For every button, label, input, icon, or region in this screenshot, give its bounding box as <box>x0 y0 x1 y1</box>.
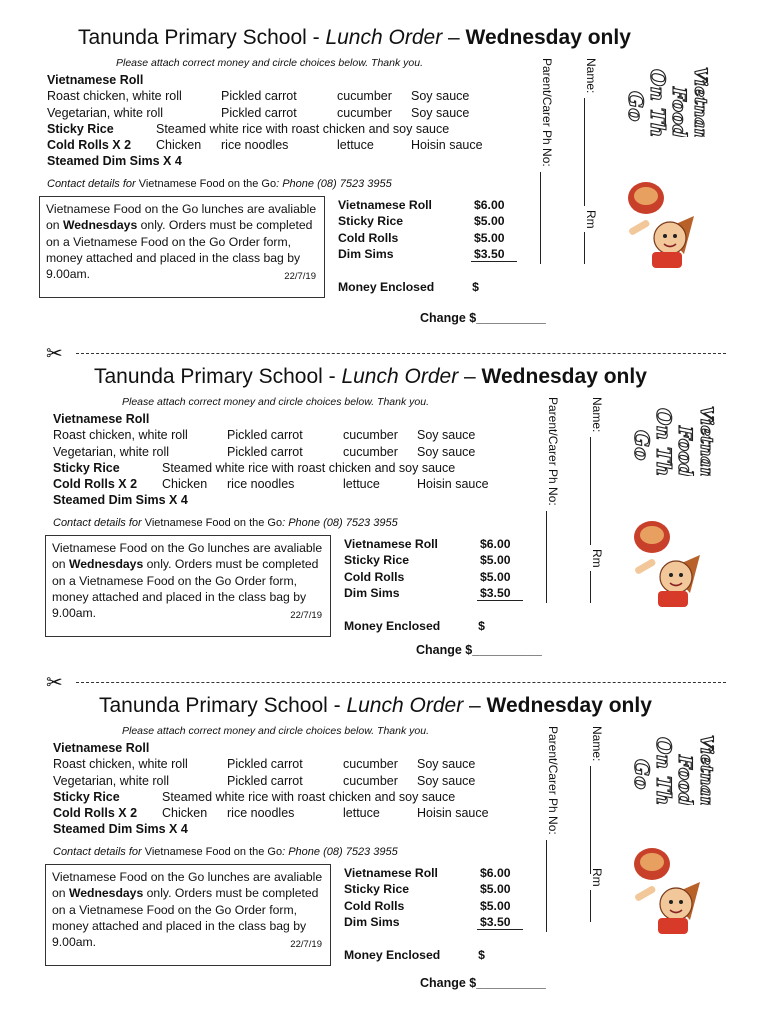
menu-option-roast-chicken[interactable]: Roast chicken, white roll Pickled carrot cucumber Soy sauce <box>53 757 476 772</box>
room-label: Rm <box>590 868 604 887</box>
change-field[interactable]: Change $__________ <box>416 643 542 657</box>
menu-option-dim-sims[interactable]: Steamed Dim Sims X 4 <box>53 493 188 508</box>
price-list: Vietnamese Roll $6.00 Sticky Rice $5.00 Cold Rolls $5.00 Dim Sims $3.50 <box>338 197 528 262</box>
menu-option-sticky-rice[interactable]: Sticky Rice Steamed white rice with roast chicken and soy sauce <box>47 121 450 136</box>
price-list: Vietnamese Roll $6.00 Sticky Rice $5.00 Cold Rolls $5.00 Dim Sims $3.50 <box>344 865 534 930</box>
menu-heading: Vietnamese Roll <box>47 73 144 87</box>
scissors-icon: ✂ <box>46 672 63 694</box>
parent-phone-label: Parent/Carer Ph No: <box>546 726 560 835</box>
menu-option-roast-chicken[interactable]: Roast chicken, white roll Pickled carrot cucumber Soy sauce <box>47 89 470 104</box>
room-field[interactable] <box>590 890 591 922</box>
price-list: Vietnamese Roll $6.00 Sticky Rice $5.00 Cold Rolls $5.00 Dim Sims $3.50 <box>344 536 534 601</box>
menu-list <box>47 72 517 170</box>
svg-text:Vietnamese: Vietnamese <box>696 735 716 805</box>
room-field[interactable] <box>584 232 585 264</box>
name-label: Name: <box>590 726 604 762</box>
menu-option-cold-rolls[interactable]: Cold Rolls X 2 Chicken rice noodles lettuce Hoisin sauce <box>53 806 489 821</box>
parent-phone-field[interactable] <box>546 511 547 603</box>
menu-option-vegetarian[interactable]: Vegetarian, white roll Pickled carrot cucumber Soy sauce <box>53 444 476 459</box>
form-title: Tanunda Primary School - Lunch Order – Wednesday only <box>94 365 647 388</box>
parent-phone-field[interactable] <box>546 840 547 932</box>
svg-text:Go: Go <box>631 759 654 790</box>
parent-phone-label: Parent/Carer Ph No: <box>546 397 560 506</box>
menu-list <box>53 411 523 509</box>
mascot-image <box>624 172 698 270</box>
menu-option-vegetarian[interactable]: Vegetarian, white roll Pickled carrot cucumber Soy sauce <box>47 105 470 120</box>
room-label: Rm <box>584 210 598 229</box>
menu-option-cold-rolls[interactable]: Cold Rolls X 2 Chicken rice noodles lettuce Hoisin sauce <box>47 138 483 153</box>
svg-text:Food: Food <box>674 426 696 476</box>
instructions: Please attach correct money and circle choices below. Thank you. <box>122 725 429 737</box>
date-label: 22/7/19 <box>284 270 316 282</box>
menu-option-sticky-rice[interactable]: Sticky Rice Steamed white rice with roast chicken and soy sauce <box>53 460 456 475</box>
money-enclosed[interactable]: Money Enclosed $ <box>344 619 485 633</box>
svg-text:On The: On The <box>652 737 676 805</box>
change-field[interactable]: Change $__________ <box>420 976 546 990</box>
info-box: Vietnamese Food on the Go lunches are avaliable on Wednesdays only. Orders must be completed on a Vietnamese Food on the Go Order form, money attached and placed in the class bag by 9.00am. 22/7/19 <box>39 196 325 298</box>
name-field[interactable] <box>590 437 591 545</box>
parent-phone-label: Parent/Carer Ph No: <box>540 58 554 167</box>
lunch-order-form-2 <box>0 339 770 674</box>
info-box: Vietnamese Food on the Go lunches are avaliable on Wednesdays only. Orders must be completed on a Vietnamese Food on the Go Order form, money attached and placed in the class bag by 9.00am. 22/7/19 <box>45 535 331 637</box>
date-label: 22/7/19 <box>290 938 322 950</box>
menu-option-sticky-rice[interactable]: Sticky Rice Steamed white rice with roast chicken and soy sauce <box>53 789 456 804</box>
date-label: 22/7/19 <box>290 609 322 621</box>
menu-option-dim-sims[interactable]: Steamed Dim Sims X 4 <box>47 154 182 169</box>
form-title: Tanunda Primary School - Lunch Order – Wednesday only <box>99 694 652 717</box>
menu-list <box>53 740 523 838</box>
vietnamese-food-logo <box>631 733 721 805</box>
contact-details: Contact details for Vietnamese Food on the Go: Phone (08) 7523 3955 <box>53 517 398 529</box>
room-label: Rm <box>590 549 604 568</box>
svg-text:Go: Go <box>625 91 648 122</box>
name-field[interactable] <box>590 766 591 874</box>
svg-text:On The: On The <box>652 408 676 476</box>
menu-option-dim-sims[interactable]: Steamed Dim Sims X 4 <box>53 822 188 837</box>
lunch-order-form-1 <box>0 0 770 335</box>
instructions: Please attach correct money and circle choices below. Thank you. <box>116 57 423 69</box>
money-enclosed[interactable]: Money Enclosed $ <box>344 948 485 962</box>
parent-phone-field[interactable] <box>540 172 541 264</box>
svg-text:On The: On The <box>646 69 670 137</box>
svg-text:Food: Food <box>674 755 696 805</box>
lunch-order-form-3 <box>0 668 770 1003</box>
mascot-image <box>630 838 704 936</box>
menu-option-vegetarian[interactable]: Vegetarian, white roll Pickled carrot cucumber Soy sauce <box>53 773 476 788</box>
change-field[interactable]: Change $__________ <box>420 311 546 325</box>
name-label: Name: <box>584 58 598 94</box>
form-title: Tanunda Primary School - Lunch Order – Wednesday only <box>78 26 631 49</box>
svg-text:Go: Go <box>631 430 654 461</box>
vietnamese-food-logo <box>625 65 715 137</box>
instructions: Please attach correct money and circle choices below. Thank you. <box>122 396 429 408</box>
scissors-icon: ✂ <box>46 343 63 365</box>
menu-heading: Vietnamese Roll <box>53 741 150 755</box>
room-field[interactable] <box>590 571 591 603</box>
contact-details: Contact details for Vietnamese Food on the Go: Phone (08) 7523 3955 <box>53 846 398 858</box>
svg-text:Vietnamese: Vietnamese <box>690 67 710 137</box>
name-label: Name: <box>590 397 604 433</box>
money-enclosed[interactable]: Money Enclosed $ <box>338 280 479 294</box>
mascot-image <box>630 511 704 609</box>
svg-text:Food: Food <box>668 87 690 137</box>
svg-text:Vietnamese: Vietnamese <box>696 406 716 476</box>
menu-heading: Vietnamese Roll <box>53 412 150 426</box>
menu-option-cold-rolls[interactable]: Cold Rolls X 2 Chicken rice noodles lettuce Hoisin sauce <box>53 477 489 492</box>
contact-details: Contact details for Vietnamese Food on the Go: Phone (08) 7523 3955 <box>47 178 392 190</box>
menu-option-roast-chicken[interactable]: Roast chicken, white roll Pickled carrot cucumber Soy sauce <box>53 428 476 443</box>
info-box: Vietnamese Food on the Go lunches are avaliable on Wednesdays only. Orders must be completed on a Vietnamese Food on the Go Order form, money attached and placed in the class bag by 9.00am. 22/7/19 <box>45 864 331 966</box>
name-field[interactable] <box>584 98 585 206</box>
vietnamese-food-logo <box>631 404 721 476</box>
